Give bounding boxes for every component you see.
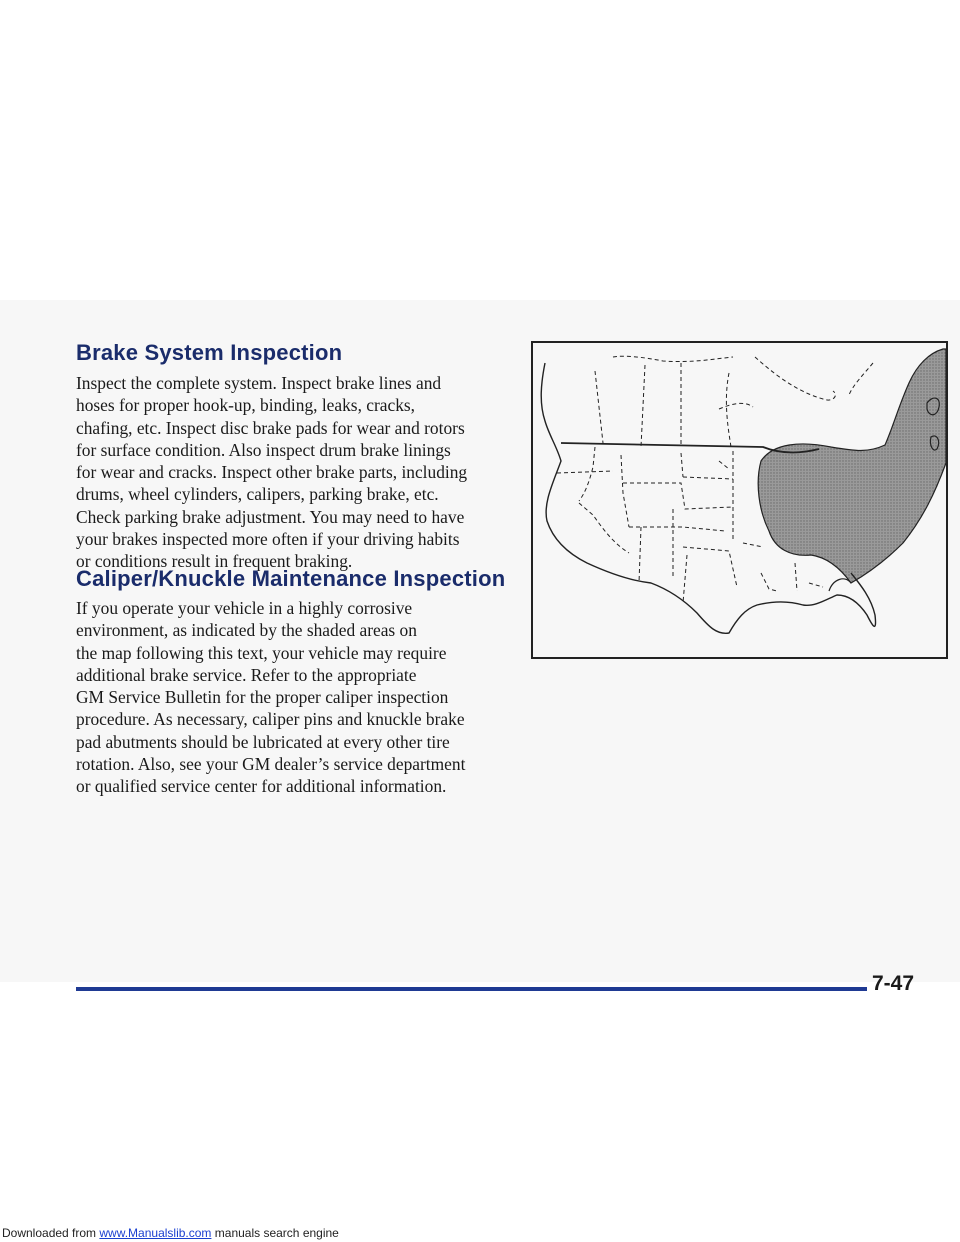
paragraph-line: drums, wheel cylinders, calipers, parking brake, etc. xyxy=(76,484,439,505)
paragraph-line: the map following this text, your vehicle may require xyxy=(76,642,447,663)
paragraph-line: environment, as indicated by the shaded areas on xyxy=(76,620,417,641)
brake-system-paragraph xyxy=(76,372,506,573)
shaded-corrosive-region xyxy=(758,349,946,583)
paragraph-line: pad abutments should be lubricated at every other tire xyxy=(76,731,450,752)
footer-rule xyxy=(76,987,867,991)
paragraph-line: hoses for proper hook-up, binding, leaks, cracks, xyxy=(76,395,416,416)
paragraph-line: for wear and cracks. Inspect other brake parts, including xyxy=(76,462,468,483)
brake-system-heading: Brake System Inspection xyxy=(76,340,343,365)
caliper-knuckle-paragraph xyxy=(76,597,506,798)
north-america-map-illustration xyxy=(533,343,946,657)
download-footer xyxy=(2,1226,339,1240)
footer-suffix: manuals search engine xyxy=(211,1226,339,1240)
paragraph-line: or conditions result in frequent braking. xyxy=(76,551,353,572)
paragraph-line: If you operate your vehicle in a highly corrosive xyxy=(76,598,413,618)
page-number: 7-47 xyxy=(872,972,915,995)
paragraph-line: GM Service Bulletin for the proper caliper inspection xyxy=(76,687,449,708)
corrosion-map xyxy=(531,341,948,659)
caliper-knuckle-heading: Caliper/Knuckle Maintenance Inspection xyxy=(76,566,506,591)
footer-prefix: Downloaded from xyxy=(2,1226,100,1240)
manualslib-link[interactable]: www.Manualslib.com xyxy=(99,1226,212,1240)
paragraph-line: for surface condition. Also inspect drum brake linings xyxy=(76,439,451,460)
paragraph-line: rotation. Also, see your GM dealer’s service department xyxy=(76,754,466,775)
paragraph-line: additional brake service. Refer to the appropriate xyxy=(76,664,417,685)
paragraph-line: Check parking brake adjustment. You may need to have xyxy=(76,506,465,527)
paragraph-line: or qualified service center for additional information. xyxy=(76,776,447,797)
paragraph-line: your brakes inspected more often if your driving habits xyxy=(76,529,460,550)
paragraph-line: chafing, etc. Inspect disc brake pads for wear and rotors xyxy=(76,417,465,438)
paragraph-line: Inspect the complete system. Inspect brake lines and xyxy=(76,373,442,393)
paragraph-line: procedure. As necessary, caliper pins and knuckle brake xyxy=(76,709,465,730)
